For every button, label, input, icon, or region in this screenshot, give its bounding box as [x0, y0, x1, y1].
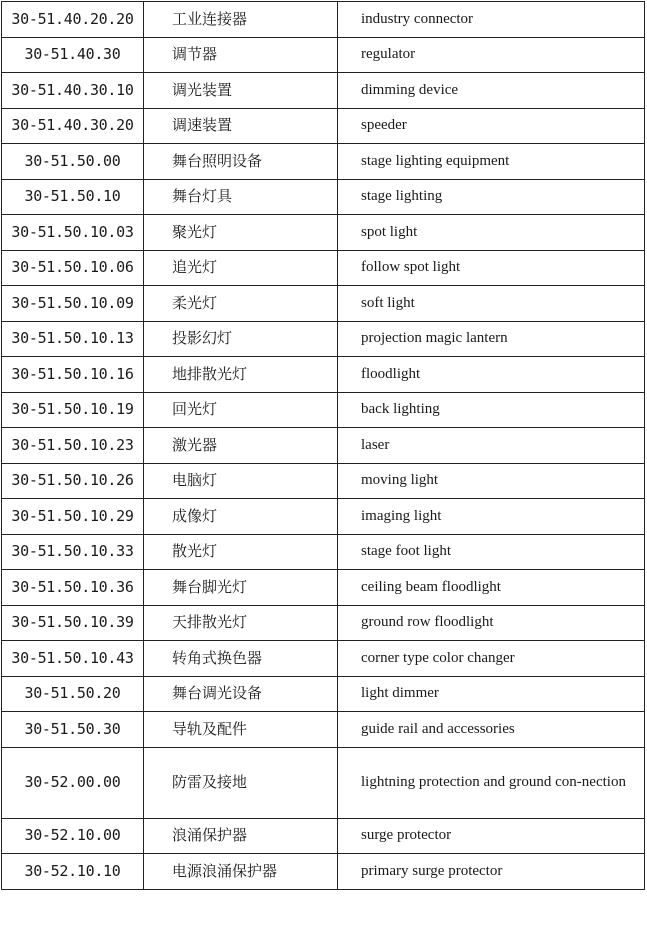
table-row — [2, 321, 645, 357]
term-chinese: 导轨及配件 — [144, 712, 338, 748]
table-row — [2, 534, 645, 570]
table-row — [2, 747, 645, 818]
term-chinese: 激光器 — [144, 428, 338, 464]
term-code: 30-51.50.10.23 — [2, 428, 144, 464]
term-english: laser — [338, 428, 645, 464]
term-code: 30-51.50.00 — [2, 144, 144, 180]
term-english: soft light — [338, 286, 645, 322]
table-row — [2, 712, 645, 748]
term-code: 30-51.50.10 — [2, 179, 144, 215]
table-row — [2, 108, 645, 144]
table-row — [2, 357, 645, 393]
term-english: primary surge protector — [338, 854, 645, 890]
table-row — [2, 2, 645, 38]
term-english: surge protector — [338, 818, 645, 854]
term-chinese: 聚光灯 — [144, 215, 338, 251]
term-english: moving light — [338, 463, 645, 499]
table-row — [2, 250, 645, 286]
table-row — [2, 73, 645, 109]
term-code: 30-51.50.10.26 — [2, 463, 144, 499]
term-chinese: 转角式换色器 — [144, 641, 338, 677]
term-chinese: 舞台灯具 — [144, 179, 338, 215]
term-code: 30-51.50.10.06 — [2, 250, 144, 286]
term-chinese: 防雷及接地 — [144, 747, 338, 818]
term-code: 30-51.50.30 — [2, 712, 144, 748]
term-chinese: 舞台脚光灯 — [144, 570, 338, 606]
term-code: 30-51.40.30.20 — [2, 108, 144, 144]
term-code: 30-51.40.30 — [2, 37, 144, 73]
table-row — [2, 818, 645, 854]
term-code: 30-51.50.10.39 — [2, 605, 144, 641]
term-chinese: 电源浪涌保护器 — [144, 854, 338, 890]
term-chinese: 柔光灯 — [144, 286, 338, 322]
table-row — [2, 605, 645, 641]
term-chinese: 工业连接器 — [144, 2, 338, 38]
terms-table — [1, 1, 645, 890]
term-chinese: 调速装置 — [144, 108, 338, 144]
term-chinese: 浪涌保护器 — [144, 818, 338, 854]
term-chinese: 成像灯 — [144, 499, 338, 535]
term-code: 30-52.10.00 — [2, 818, 144, 854]
term-code: 30-51.50.10.09 — [2, 286, 144, 322]
term-chinese: 舞台调光设备 — [144, 676, 338, 712]
table-row — [2, 179, 645, 215]
term-english: stage lighting — [338, 179, 645, 215]
term-english: corner type color changer — [338, 641, 645, 677]
table-row — [2, 392, 645, 428]
table-row — [2, 854, 645, 890]
term-code: 30-51.40.30.10 — [2, 73, 144, 109]
table-row — [2, 286, 645, 322]
term-code: 30-52.10.10 — [2, 854, 144, 890]
table-row — [2, 463, 645, 499]
term-code: 30-51.50.10.13 — [2, 321, 144, 357]
term-chinese: 调节器 — [144, 37, 338, 73]
term-chinese: 散光灯 — [144, 534, 338, 570]
term-english: back lighting — [338, 392, 645, 428]
term-chinese: 天排散光灯 — [144, 605, 338, 641]
term-english: ceiling beam floodlight — [338, 570, 645, 606]
term-code: 30-51.50.10.19 — [2, 392, 144, 428]
term-chinese: 回光灯 — [144, 392, 338, 428]
term-english: light dimmer — [338, 676, 645, 712]
table-row — [2, 428, 645, 464]
term-english: ground row floodlight — [338, 605, 645, 641]
table-row — [2, 215, 645, 251]
table-row — [2, 37, 645, 73]
table-row — [2, 676, 645, 712]
term-code: 30-51.50.10.33 — [2, 534, 144, 570]
term-english: guide rail and accessories — [338, 712, 645, 748]
term-english: projection magic lantern — [338, 321, 645, 357]
term-chinese: 地排散光灯 — [144, 357, 338, 393]
term-code: 30-51.50.20 — [2, 676, 144, 712]
term-code: 30-51.50.10.16 — [2, 357, 144, 393]
term-english: dimming device — [338, 73, 645, 109]
term-chinese: 追光灯 — [144, 250, 338, 286]
term-code: 30-52.00.00 — [2, 747, 144, 818]
term-chinese: 投影幻灯 — [144, 321, 338, 357]
table-row — [2, 570, 645, 606]
table-row — [2, 499, 645, 535]
terms-table-body — [2, 2, 645, 890]
term-english: industry connector — [338, 2, 645, 38]
table-row — [2, 641, 645, 677]
term-english: speeder — [338, 108, 645, 144]
term-english: lightning protection and ground con-nection — [338, 747, 645, 818]
term-english: stage lighting equipment — [338, 144, 645, 180]
term-code: 30-51.40.20.20 — [2, 2, 144, 38]
term-chinese: 舞台照明设备 — [144, 144, 338, 180]
table-row — [2, 144, 645, 180]
term-english: stage foot light — [338, 534, 645, 570]
term-code: 30-51.50.10.43 — [2, 641, 144, 677]
term-english: follow spot light — [338, 250, 645, 286]
term-code: 30-51.50.10.29 — [2, 499, 144, 535]
term-code: 30-51.50.10.36 — [2, 570, 144, 606]
term-chinese: 调光装置 — [144, 73, 338, 109]
term-english: regulator — [338, 37, 645, 73]
term-english: imaging light — [338, 499, 645, 535]
term-english: spot light — [338, 215, 645, 251]
term-chinese: 电脑灯 — [144, 463, 338, 499]
term-english: floodlight — [338, 357, 645, 393]
term-code: 30-51.50.10.03 — [2, 215, 144, 251]
